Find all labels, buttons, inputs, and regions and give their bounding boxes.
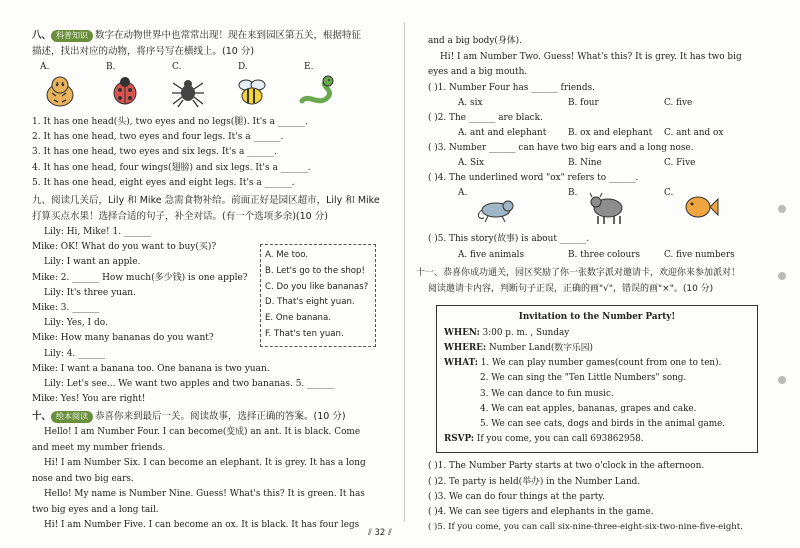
dialogue-line-3: Lily: I want an apple. [44,257,141,268]
what-label: WHAT: [444,358,479,369]
q4-option-b: B. [568,188,578,199]
dialogue-line-8: Mike: How many bananas do you want? [32,333,214,344]
label-d: D. [238,62,248,72]
section-9-title-2: 打算买点水果！选择合适的句子，补全对话。(有一个选项多余)(10 分) [32,211,328,223]
s8-item-2: 2. It has one head, two eyes and four legs. It's a ______. [32,132,284,143]
question-3-options [428,156,766,171]
s8-item-5: 5. It has one head, eight eyes and eight legs. It's a ______. [32,177,295,188]
option-c: C. Do you like bananas? [265,281,369,292]
label-c: C. [172,62,182,72]
q1-option-c: C. five [664,97,693,108]
dialogue-line-6: Mike: 3. ______ [32,303,100,314]
page-number: ⫽ 32 ⫽ [368,528,392,538]
animal-pictures [40,73,384,109]
rsvp-label: RSVP: [444,434,475,445]
what-item-1: 1. We can play number games(count from one to ten). [480,358,722,369]
s8-item-3: 3. It has one head, two eyes and six legs. It's a ______. [32,147,278,158]
s8-item-1: 1. It has one head(头), two eyes and no legs(腿). It's a ______. [32,117,308,127]
section-8-instruction-1: 数字在动物世界中也常常出现！现在来到园区第五关，根据特征 [95,30,362,41]
section-8-number: 八、 [32,30,52,41]
ladybird-icon [108,73,142,109]
section-9-title-1: 九、阅读几关后，Lily 和 Mike 急需食物补给。前面正好是园区超市，Lily 和 Mike [32,195,380,207]
story-line-1: Hello! I am Number Four. I can become(变成) an ant. It is black. Come [44,427,361,438]
question-2: ( )2. The ______ are black. [428,112,543,123]
q1-option-a: A. six [458,97,483,108]
section-8-instruction-2: 描述，找出对应的动物，将序号写在横线上。(10 分) [32,46,255,57]
story-line-7: Hi! I am Number Five. I can become an ox. It is black. It has four legs [44,520,360,531]
label-a: A. [40,62,50,72]
rsvp-value: If you come, you can call 693862958. [476,434,644,445]
spider-icon [170,73,206,109]
invitation-card [436,305,758,454]
ox-icon [588,188,628,226]
page-number-value: 32 [374,528,386,538]
binder-hole [778,205,786,213]
invitation-title: Invitation to the Number Party! [518,311,676,322]
option-e: E. One banana. [265,313,332,324]
q4-option-c: C. [664,188,674,199]
question-4: ( )4. The underlined word "ox" refers to ______. [428,173,639,184]
judge-1: ( )1. The Number Party starts at two o'clock in the afternoon. [428,461,705,472]
right-column [416,34,766,535]
option-a: A. Me too. [265,250,309,260]
q3-option-c: C. Five [664,158,696,169]
story-line-8: and a big body(身体). [428,36,522,46]
what-item-4: 4. We can eat apples, bananas, grapes and cake. [480,403,697,414]
what-item-3: 3. We can dance to fun music. [480,388,614,399]
story-line-5: Hello! My name is Number Nine. Guess! What's this? It is green. It has [44,489,365,500]
dialogue-line-9: Lily: 4. ______ [44,348,106,359]
lizard-icon [474,192,518,226]
option-f: F. That's ten yuan. [265,328,344,339]
judge-3: ( )3. We can do four things at the party. [428,491,605,502]
dialogue-line-12: Mike: Yes! You are right! [32,394,146,405]
dialogue-line-4: Mike: 2. ______ How much(多少钱) is one apple? [32,272,248,283]
section-8-badge: 科普知识 [51,30,93,42]
s8-item-4: 4. It has one head, four wings(翅膀) and six legs. It's a ______. [32,162,311,173]
judge-4: ( )4. We can see tigers and elephants in the game. [428,506,654,517]
animal-labels [40,61,384,73]
question-5-options [428,248,766,263]
dialogue-line-11: Lily: Let's see... We want two apples and two bananas. 5. ______ [44,379,335,390]
q1-option-b: B. four [568,97,599,108]
question-4-options [428,186,766,232]
story-left [32,425,384,534]
question-1: ( )1. Number Four has ______ friends. [428,82,595,93]
section-10-title [32,409,384,425]
section-11-title-1: 十一、恭喜你成功通关，园区奖励了你一张数字派对邀请卡，欢迎你来参加派对！ [416,267,741,278]
binder-hole [778,376,786,384]
q5-option-b: B. three colours [568,249,641,260]
q4-option-a: A. [458,188,468,199]
question-3: ( )3. Number ______ can have two big ears and a long nose. [428,142,694,153]
dialogue-options-box [260,244,376,347]
column-divider [404,22,405,522]
section-8-title [32,28,384,44]
binder-hole [778,272,786,280]
snake-icon [298,73,342,109]
dialogue-line-7: Lily: Yes, I do. [44,318,108,329]
section-11-title-2: 阅读邀请卡内容，判断句子正误，正确的画"√"，错误的画"×"。(10 分) [428,283,714,294]
story-line-4: nose and two big ears. [32,473,134,484]
label-e: E. [304,62,314,72]
dialogue-line-5: Lily: It's three yuan. [44,287,136,298]
judge-5: ( )5. If you come, you can call six-nine-three-eight-six-two-nine-five-eight. [428,522,743,533]
when-label: WHEN: [444,327,480,338]
what-item-5: 5. We can see cats, dogs and birds in the animal game. [480,418,726,429]
q3-option-b: B. Nine [568,158,602,169]
q2-option-b: B. ox and elephant [568,127,653,138]
where-value: Number Land(数字乐园) [488,342,593,353]
q3-option-a: A. Six [458,158,484,169]
dialogue-line-2: Mike: OK! What do you want to buy(买)? [32,242,217,253]
option-b: B. Let's go to the shop! [265,265,365,276]
story-line-9: Hi! I am Number Two. Guess! What's this? It is grey. It has two big [440,51,742,62]
story-line-10: eyes and a big mouth. [428,67,528,77]
story-line-3: Hi! I am Number Six. I can become an elephant. It is grey. It has a long [44,458,366,469]
option-d: D. That's eight yuan. [265,297,355,308]
what-item-2: 2. We can sing the "Ten Little Numbers" song. [480,373,687,384]
section-10-instruction: 恭喜你来到最后一关。阅读故事，选择正确的答案。(10 分) [95,411,346,423]
dialogue-line-1: Lily: Hi, Mike! 1. ______ [44,227,151,238]
q5-option-a: A. five animals [458,249,525,260]
fish-icon [680,190,720,224]
question-1-options [428,96,766,111]
judge-2: ( )2. Te party is held(举办) in the Number Land. [428,476,641,487]
q5-option-c: C. five numbers [664,249,735,260]
section-8-items [32,115,384,191]
story-line-2: and meet my number friends. [32,442,166,453]
bee-icon [234,73,270,109]
q2-option-a: A. ant and elephant [458,127,547,138]
tiger-icon [40,73,80,109]
story-line-6: two big eyes and a long tail. [32,504,159,515]
question-2-options [428,126,766,141]
label-b: B. [106,62,116,72]
dialogue-line-10: Mike: I want a banana too. One banana is two yuan. [32,363,270,374]
when-value: 3:00 p. m. , Sunday [482,327,570,338]
section-10-badge: 绘本阅读 [51,411,93,423]
q2-option-c: C. ant and ox [664,127,724,138]
question-5: ( )5. This story(故事) is about ______. [428,234,590,245]
where-label: WHERE: [444,342,487,353]
section-10-number: 十、 [32,411,52,423]
